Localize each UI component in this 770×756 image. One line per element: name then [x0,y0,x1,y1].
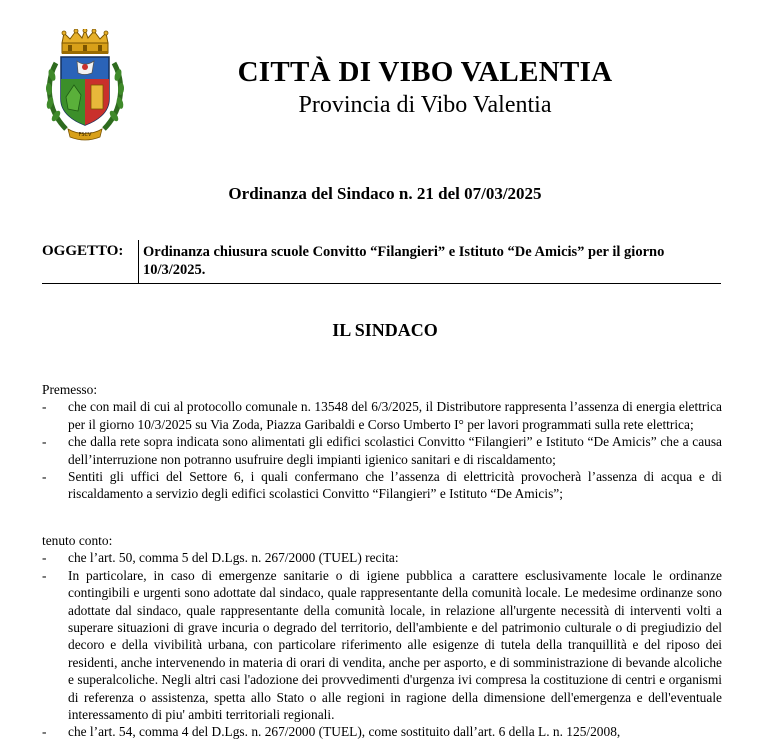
ordinance-title: Ordinanza del Sindaco n. 21 del 07/03/2025 [228,184,542,203]
subject-text: Ordinanza chiusura scuole Convitto “Filangieri” e Istituto “De Amicis” per il giorno 10/3/2025. [143,244,665,278]
list-item: - che l’art. 54, comma 4 del D.Lgs. n. 267/2000 (TUEL), come sostituito dall’art. 6 della L. n. 125/2008, [42,724,621,740]
crest-motto: FSCV [78,132,92,138]
subject-box [42,240,721,284]
list-item: - che dalla rete sopra indicata sono alimentati gli edifici scolastici Convitto “Filangieri” e Istituto “De Amicis” che a causa dell’interruzione non potranno usufruire degli impianti igienico sanitari e di riscaldamento; [42,434,722,467]
section-heading: IL SINDACO [332,320,438,340]
city-title: CITTÀ DI VIBO VALENTIA [237,56,613,88]
premesso-section [42,381,722,503]
crown-icon [62,29,108,54]
premesso-label: Premesso: [42,382,98,397]
province-subtitle: Provincia di Vibo Valentia [298,92,552,118]
subject-divider [138,240,139,283]
list-item: - Sentiti gli uffici del Settore 6, i quali confermano che l’assenza di elettricità provocherà l’assenza di acqua e di riscaldamento a servizio degli edifici scolastici Convitto “Filangieri” e Istituto “De Amicis”; [42,469,722,502]
list-item: - In particolare, in caso di emergenze sanitarie o di igiene pubblica a carattere esclusivamente locale le ordinanze contingibili e urgenti sono adottate dal sindaco, quale rappresentante della comunità locale. Le medesime ordinanze sono adottate dal sindaco, quale rappresentante della comunità locale, in relazione all'urgente necessità di interventi volti a superare situazioni di grave incuria o degrado del territorio, dell'ambiente e del patrimonio culturale o di pregiudizio del decoro e della vivibilità urbana, con particolare riferimento alle esigenze di tutela della tranquillità e del riposo dei residenti, anche intervenendo in materia di orari di vendita, anche per asporto, e di somministrazione di bevande alcoliche e superalcoliche. Negli altri casi l'adozione dei provvedimenti d'urgenza ivi compresa la costituzione di centri e organismi di referenza o assistenza, spetta allo Stato o alle regioni in ragione della dimensione dell'emergenza e dell'eventuale interessamento di piu' ambiti territoriali regionali. [42,567,722,723]
list-item: - che con mail di cui al protocollo comunale n. 13548 del 6/3/2025, il Distributore rappresenta l’assenza di energia elettrica per il giorno 10/3/2025 su Via Zoda, Piazza Garibaldi e Corso Umberto I° per lavori programmati sulla rete elettrica; [42,399,722,432]
tenuto-conto-section [42,532,722,741]
subject-label: OGGETTO: [42,243,124,259]
tenuto-conto-label: tenuto conto: [42,533,113,548]
list-item: - che l’art. 50, comma 5 del D.Lgs. n. 267/2000 (TUEL) recita: [42,550,399,566]
coat-of-arms-icon [44,29,126,141]
